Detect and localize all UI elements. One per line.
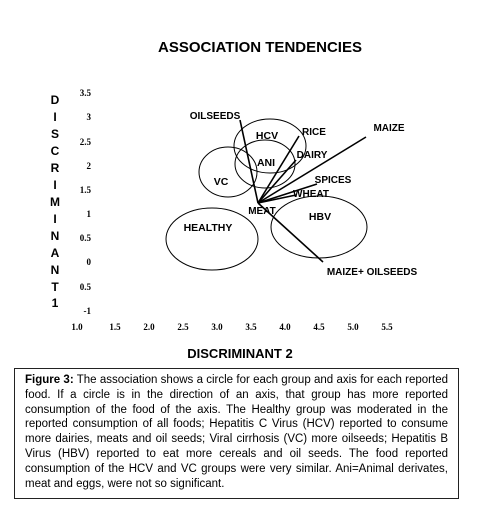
y-tick-label: 1.5 (79, 185, 91, 195)
y-axis-label-char: I (53, 212, 57, 226)
y-axis-label-char: M (50, 195, 60, 209)
y-axis-label-char: R (50, 161, 60, 175)
y-tick-label: 0 (86, 257, 91, 267)
y-axis-label (50, 93, 60, 310)
group-circle-healthy (166, 208, 258, 270)
y-tick-label: 3 (86, 112, 91, 122)
group-label-hbv: HBV (308, 211, 332, 223)
y-tick-label: 0.5 (79, 233, 91, 243)
y-tick-label: -1 (83, 306, 91, 316)
x-tick-label: 1.0 (71, 322, 83, 332)
chart-title: ASSOCIATION TENDENCIES (158, 39, 362, 56)
x-tick-label: 3.5 (245, 322, 257, 332)
group-label-ani: ANI (256, 157, 276, 169)
y-axis-label-char: A (50, 246, 60, 260)
x-tick-label: 2.5 (177, 322, 189, 332)
y-axis-label-char: I (53, 110, 57, 124)
food-label-spices: SPICES (314, 175, 352, 186)
food-axes (190, 111, 418, 278)
x-tick-label: 5.5 (381, 322, 393, 332)
x-axis-ticks (71, 322, 393, 332)
origin-label-meat: MEAT (248, 206, 276, 217)
y-axis-label-char: N (50, 229, 60, 243)
x-tick-label: 1.5 (109, 322, 121, 332)
y-axis-label-char: S (50, 127, 60, 141)
group-label-healthy: HEALTHY (183, 222, 233, 234)
caption-label: Figure 3: (25, 374, 74, 386)
caption-text: The association shows a circle for each group and axis for each reported food. If a circle is in the direction of an axis, that group has more reported consumption of the food of the axis. The Healthy group was moderated in the reported consumption of all foods; Hepatitis C Virus (HCV) reported to consume more dairies, meats and oil seeds; Viral cirrhosis (VC) more oilseeds; Hepatitis B Virus (HBV) reported to eat more cereals and oil seeds. The food reported consumption of the HCV and VC groups were very similar. Ani=Animal derivates, meat and eggs, were not so significant. (25, 374, 448, 490)
y-axis-label-char: D (50, 93, 60, 107)
food-label-rice: RICE (302, 127, 326, 138)
group-label-vc: VC (213, 176, 229, 188)
y-tick-label: 2.5 (79, 137, 91, 147)
x-axis-label: DISCRIMINANT 2 (187, 346, 293, 361)
x-tick-label: 5.0 (347, 322, 359, 332)
y-tick-label: 2 (86, 161, 91, 171)
group-label-hcv: HCV (255, 130, 279, 142)
food-label-wheat: WHEAT (293, 189, 329, 200)
figure-caption (14, 368, 459, 499)
x-tick-label: 4.0 (279, 322, 291, 332)
food-label-dairy: DAIRY (296, 150, 328, 161)
y-tick-label: 0.5 (79, 282, 91, 292)
food-label-oilseeds: OILSEEDS (189, 111, 241, 122)
y-tick-label: 1 (86, 209, 91, 219)
y-axis-label-char: 1 (51, 296, 59, 310)
x-tick-label: 4.5 (313, 322, 325, 332)
food-label-maize: MAIZE (373, 123, 405, 134)
x-tick-label: 3.0 (211, 322, 223, 332)
y-axis-label-char: T (51, 280, 59, 294)
food-label-maize-oilseeds: MAIZE+ OILSEEDS (326, 267, 418, 278)
y-axis-label-char: I (53, 178, 57, 192)
y-axis-label-char: C (50, 144, 60, 158)
y-axis-ticks (80, 88, 92, 316)
y-tick-label: 3.5 (79, 88, 91, 98)
x-tick-label: 2.0 (143, 322, 155, 332)
y-axis-label-char: N (50, 263, 60, 277)
